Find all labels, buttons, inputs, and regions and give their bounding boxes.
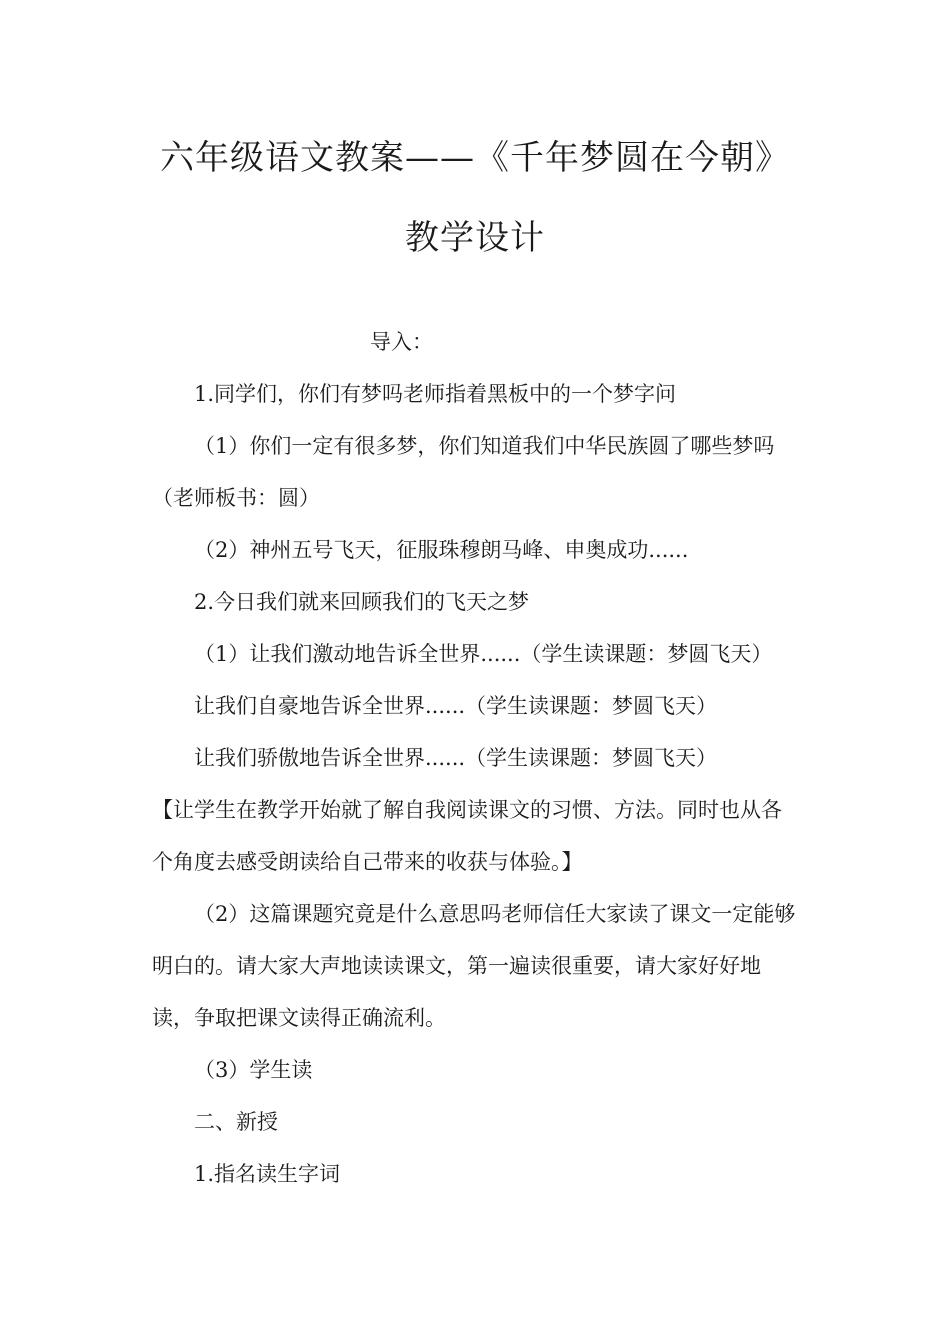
paragraph-intro-heading: 导入： [370, 330, 433, 354]
paragraph: 2.今日我们就来回顾我们的飞天之梦 [194, 590, 530, 614]
paragraph: （1）你们一定有很多梦，你们知道我们中华民族圆了哪些梦吗（老师板书：圆） [152, 434, 775, 510]
teaching-note: 【让学生在教学开始就了解自我阅读课文的习惯、方法。同时也从各个角度去感受朗读给自己带来的收获与体验。】 [152, 798, 782, 874]
section-heading: 二、新授 [194, 1110, 278, 1134]
paragraph: 让我们自豪地告诉全世界......（学生读课题：梦圆飞天） [194, 694, 718, 718]
paragraph: 1.指名读生字词 [194, 1162, 341, 1186]
paragraph: （2）这篇课题究竟是什么意思吗老师信任大家读了课文一定能够明白的。请大家大声地读读课文，第一遍读很重要，请大家好好地读，争取把课文读得正确流利。 [152, 902, 796, 1030]
paragraph: 1.同学们，你们有梦吗老师指着黑板中的一个梦字问 [194, 382, 677, 406]
paragraph: 让我们骄傲地告诉全世界......（学生读课题：梦圆飞天） [194, 746, 718, 770]
paragraph: （1）让我们激动地告诉全世界......（学生读课题：梦圆飞天） [194, 642, 773, 666]
document-title: 六年级语文教案——《千年梦圆在今朝》教学设计 [160, 138, 790, 258]
paragraph: （3）学生读 [194, 1058, 313, 1082]
paragraph: （2）神州五号飞天，征服珠穆朗马峰、申奥成功...... [194, 538, 689, 562]
